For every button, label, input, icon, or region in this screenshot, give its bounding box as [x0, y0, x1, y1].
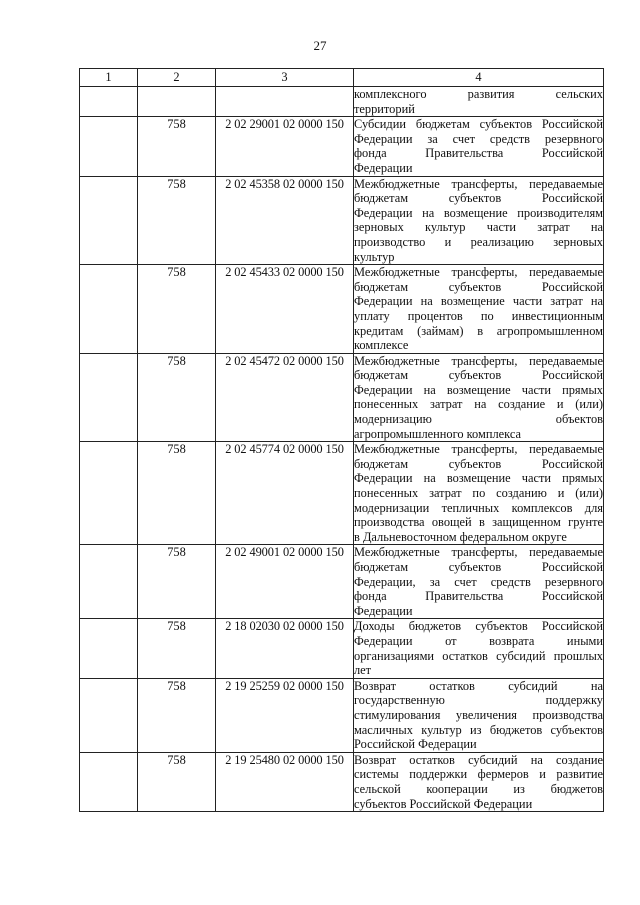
- description-line: комплексного развития сельских: [354, 87, 603, 101]
- cell-revenue-description: [354, 265, 604, 354]
- cell-revenue-code: 2 02 45472 02 0000 150: [216, 353, 354, 442]
- cell-administrator-code: 758: [138, 545, 216, 619]
- description-line: лет: [354, 663, 372, 678]
- table-row: [80, 442, 604, 545]
- cell-admin-group: [80, 752, 138, 811]
- description-line: масличных культур из бюджетов субъектов: [354, 722, 603, 737]
- description-line: Федерации на возмещение части прямых: [354, 471, 603, 486]
- table-header-row: [80, 69, 604, 87]
- table-row: [80, 353, 604, 442]
- table-row: [80, 678, 604, 752]
- cell-admin-group: [80, 678, 138, 752]
- cell-revenue-description: [354, 678, 604, 752]
- cell-administrator-code: 758: [138, 117, 216, 176]
- description-line: Межбюджетные трансферты, передаваемые: [354, 442, 603, 457]
- cell-revenue-code: 2 02 45433 02 0000 150: [216, 265, 354, 354]
- description-line: организациями остатков субсидий прошлых: [354, 648, 603, 663]
- column-header-4: 4: [354, 69, 604, 87]
- table-body: [80, 87, 604, 812]
- description-line: Федерации на возмещение производителям: [354, 205, 603, 220]
- cell-admin-group: [80, 353, 138, 442]
- description-line: Межбюджетные трансферты, передаваемые: [354, 176, 603, 191]
- description-line: субъектов Российской Федерации: [354, 796, 533, 811]
- cell-revenue-code: 2 19 25480 02 0000 150: [216, 752, 354, 811]
- description-line: бюджетам субъектов Российской: [354, 279, 603, 294]
- description-line: Межбюджетные трансферты, передаваемые: [354, 353, 603, 368]
- cell-administrator-code: 758: [138, 619, 216, 678]
- table-row: [80, 117, 604, 176]
- description-line: производство и реализацию зерновых: [354, 234, 603, 249]
- description-line: в Дальневосточном федеральном округе: [354, 529, 567, 544]
- cell-administrator-code: [138, 87, 216, 117]
- cell-revenue-description: [354, 353, 604, 442]
- budget-classification-table: [79, 68, 604, 812]
- description-line: фонда Правительства Российской: [354, 146, 603, 161]
- description-line: Межбюджетные трансферты, передаваемые: [354, 545, 603, 560]
- cell-revenue-code: 2 19 25259 02 0000 150: [216, 678, 354, 752]
- description-line: бюджетам субъектов Российской: [354, 368, 603, 383]
- column-header-2: 2: [138, 69, 216, 87]
- description-line: понесенных затрат по созданию и (или): [354, 486, 603, 501]
- description-line: бюджетам субъектов Российской: [354, 191, 603, 206]
- cell-revenue-description: [354, 117, 604, 176]
- description-line: государственную поддержку: [354, 693, 603, 708]
- column-header-1: 1: [80, 69, 138, 87]
- description-line: системы поддержки фермеров и развитие: [354, 767, 603, 782]
- cell-administrator-code: 758: [138, 442, 216, 545]
- cell-admin-group: [80, 545, 138, 619]
- cell-revenue-description: [354, 619, 604, 678]
- cell-revenue-description: [354, 752, 604, 811]
- description-line: Федерации: [354, 160, 413, 175]
- description-line: стимулирования увеличения производства: [354, 707, 603, 722]
- description-line: производства овощей в защищенном грунте: [354, 515, 603, 530]
- page-number: 27: [313, 38, 327, 53]
- description-line: Доходы бюджетов субъектов Российской: [354, 619, 603, 634]
- cell-revenue-description: [354, 442, 604, 545]
- description-line: Субсидии бюджетам субъектов Российской: [354, 117, 603, 132]
- description-line: агропромышленного комплекса: [354, 426, 522, 441]
- cell-admin-group: [80, 442, 138, 545]
- cell-revenue-description: [354, 545, 604, 619]
- description-line: Федерации на возмещение части затрат на: [354, 294, 603, 309]
- cell-revenue-code: 2 02 45774 02 0000 150: [216, 442, 354, 545]
- cell-administrator-code: 758: [138, 678, 216, 752]
- description-line: фонда Правительства Российской: [354, 589, 603, 604]
- description-line: модернизацию объектов: [354, 412, 603, 427]
- description-line: Возврат остатков субсидий на создание: [354, 752, 603, 767]
- column-header-3: 3: [216, 69, 354, 87]
- table-row: [80, 619, 604, 678]
- cell-revenue-description: [354, 87, 604, 117]
- description-line: кредитам (займам) в агропромышленном: [354, 323, 603, 338]
- description-line: Федерации за счет средств резервного: [354, 131, 603, 146]
- description-line: бюджетам субъектов Российской: [354, 456, 603, 471]
- description-line: комплексе: [354, 338, 409, 353]
- description-line: сельской кооперации из бюджетов: [354, 781, 603, 796]
- description-line: уплату процентов по инвестиционным: [354, 308, 603, 323]
- cell-revenue-code: [216, 87, 354, 117]
- table-row: [80, 176, 604, 265]
- cell-administrator-code: 758: [138, 353, 216, 442]
- table-row: [80, 87, 604, 117]
- description-line: Федерации на возмещение части прямых: [354, 382, 603, 397]
- description-line: Межбюджетные трансферты, передаваемые: [354, 265, 603, 280]
- description-line: культур: [354, 249, 395, 264]
- cell-admin-group: [80, 265, 138, 354]
- cell-admin-group: [80, 619, 138, 678]
- cell-administrator-code: 758: [138, 265, 216, 354]
- cell-admin-group: [80, 117, 138, 176]
- description-line: Федерации: [354, 603, 413, 618]
- cell-admin-group: [80, 87, 138, 117]
- cell-revenue-code: 2 02 45358 02 0000 150: [216, 176, 354, 265]
- cell-revenue-code: 2 02 29001 02 0000 150: [216, 117, 354, 176]
- table-row: [80, 545, 604, 619]
- cell-administrator-code: 758: [138, 176, 216, 265]
- description-line: модернизации тепличных комплексов для: [354, 500, 603, 515]
- description-line: Возврат остатков субсидий на: [354, 678, 603, 693]
- cell-administrator-code: 758: [138, 752, 216, 811]
- table-row: [80, 265, 604, 354]
- table-row: [80, 752, 604, 811]
- description-line: зерновых культур части затрат на: [354, 220, 603, 235]
- description-line: Российской Федерации: [354, 737, 477, 752]
- cell-revenue-code: 2 18 02030 02 0000 150: [216, 619, 354, 678]
- cell-revenue-description: [354, 176, 604, 265]
- cell-revenue-code: 2 02 49001 02 0000 150: [216, 545, 354, 619]
- description-line: понесенных затрат на создание и (или): [354, 397, 603, 412]
- description-line: бюджетам субъектов Российской: [354, 560, 603, 574]
- description-line: территорий: [354, 101, 415, 116]
- cell-admin-group: [80, 176, 138, 265]
- description-line: Федерации от возврата иными: [354, 633, 603, 648]
- description-line: Федерации, за счет средств резервного: [354, 574, 603, 589]
